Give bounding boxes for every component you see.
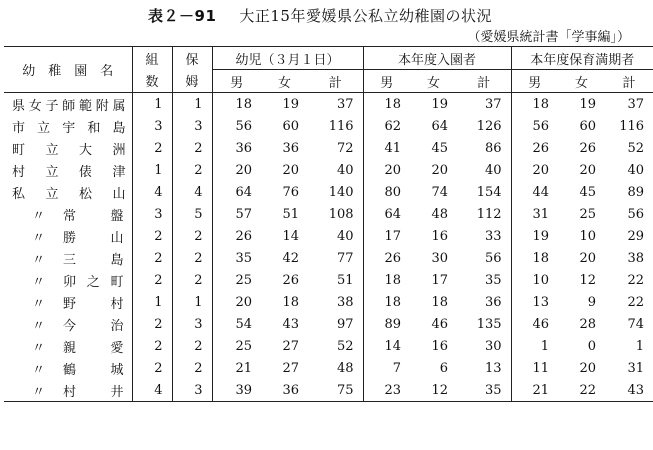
header-group-graduates: 本年度保育満期者 [511,47,653,70]
entrants-female-cell: 12 [410,379,457,402]
kindergarten-name [4,335,132,357]
source-note: （愛媛県統計書「学事編」） [467,30,630,45]
children-male-cell: 20 [212,291,261,313]
kindergarten-name [4,203,132,225]
children-female-cell: 60 [282,118,299,134]
graduates-male-cell: 56 [511,115,558,137]
children-total-cell: 52 [336,338,354,354]
ditto-mark: 〃 [32,318,46,334]
entrants-total-cell: 86 [485,140,502,156]
header-female: 女 [261,70,308,93]
entrants-male-cell: 23 [363,379,410,402]
graduates-total-cell: 31 [627,360,645,376]
header-female: 女 [410,70,457,93]
kindergarten-name [4,225,132,247]
kindergarten-name [4,357,132,379]
entrants-female-cell: 16 [431,338,449,354]
children-total-cell: 51 [336,272,354,288]
classes-cell: 1 [132,159,172,181]
classes-cell: 2 [132,269,172,291]
children-male-cell: 26 [212,225,261,247]
teachers-cell: 2 [172,247,212,269]
kindergarten-name-text: 勝 山 [63,230,124,246]
classes-cell: 4 [132,181,172,203]
graduates-total-cell: 89 [627,184,645,200]
children-female-cell: 76 [282,184,299,200]
header-male: 男 [212,70,261,93]
teachers-cell: 2 [172,269,212,291]
graduates-male-cell: 11 [511,357,558,379]
header-teachers-2: 姆 [172,70,212,93]
kindergarten-name-text: 野 村 [63,296,124,312]
kindergarten-name [4,247,132,269]
entrants-female-cell: 6 [439,360,449,376]
table-row [4,247,653,269]
children-female-cell: 14 [282,228,299,244]
graduates-female-cell: 20 [579,360,597,376]
teachers-cell: 1 [172,291,212,313]
table-row [4,291,653,313]
table-row [4,313,653,335]
entrants-male-cell: 64 [363,203,410,225]
children-male-cell: 57 [212,203,261,225]
graduates-total-cell: 38 [627,250,645,266]
ditto-mark: 〃 [32,274,46,290]
graduates-male-cell: 18 [511,247,558,269]
graduates-female-cell: 25 [579,206,597,222]
kindergarten-name [4,291,132,313]
entrants-total-cell: 30 [485,338,502,354]
graduates-total-cell: 56 [627,206,645,222]
header-female: 女 [558,70,605,93]
classes-cell: 3 [132,203,172,225]
graduates-total-cell: 116 [619,118,645,134]
entrants-female-cell: 30 [431,250,449,266]
entrants-female-cell: 18 [431,294,449,310]
children-female-cell: 27 [282,338,299,354]
children-total-cell: 72 [336,140,354,156]
kindergarten-name [4,159,132,181]
table-row [4,225,653,247]
header-total: 計 [308,70,363,93]
children-male-cell: 21 [212,357,261,379]
header-classes-1: 組 [132,47,172,70]
graduates-male-cell: 19 [511,225,558,247]
table-row [4,379,653,402]
ditto-mark: 〃 [32,340,46,356]
kindergarten-name [4,379,132,402]
classes-cell: 1 [132,93,172,116]
table-row [4,269,653,291]
entrants-female-cell: 17 [431,272,449,288]
children-female-cell: 51 [282,206,299,222]
children-total-cell: 75 [308,379,363,402]
entrants-female-cell: 46 [431,316,449,332]
graduates-female-cell: 10 [579,228,597,244]
graduates-male-cell: 13 [511,291,558,313]
page-title [0,5,640,26]
kindergarten-name [4,93,132,116]
graduates-total-cell: 40 [627,162,645,178]
graduates-male-cell: 18 [511,93,558,116]
graduates-female-cell: 20 [579,162,597,178]
header-male: 男 [511,70,558,93]
entrants-female-cell: 16 [431,228,449,244]
kindergarten-name-text: 三 島 [63,252,124,268]
kindergarten-name-text: 親 愛 [63,340,124,356]
entrants-total-cell: 33 [485,228,502,244]
graduates-female-cell: 45 [579,184,597,200]
teachers-cell: 3 [172,313,212,335]
children-male-cell: 39 [212,379,261,402]
kindergarten-name-text: 市立宇和島 [12,120,126,136]
table-row [4,335,653,357]
header-group-entrants: 本年度入園者 [363,47,511,70]
teachers-cell: 2 [172,159,212,181]
kindergarten-name-text: 町立大洲 [12,142,126,158]
entrants-total-cell: 36 [485,294,502,310]
kindergarten-name [4,313,132,335]
teachers-cell: 3 [172,379,212,402]
entrants-total-cell: 126 [476,118,502,134]
entrants-total-cell: 37 [485,96,502,112]
kindergarten-name-text: 村 井 [63,384,124,400]
entrants-female-cell: 19 [431,96,449,112]
header-total: 計 [457,70,511,93]
classes-cell: 2 [132,247,172,269]
teachers-cell: 2 [172,137,212,159]
classes-cell: 2 [132,137,172,159]
entrants-total-cell: 13 [485,360,502,376]
kindergarten-name-text: 今 治 [63,318,124,334]
graduates-female-cell: 19 [579,96,597,112]
graduates-total-cell: 1 [635,338,645,354]
children-male-cell: 20 [212,159,261,181]
entrants-male-cell: 62 [363,115,410,137]
graduates-male-cell: 46 [511,313,558,335]
children-total-cell: 40 [336,228,354,244]
classes-cell: 2 [132,225,172,247]
children-male-cell: 25 [212,335,261,357]
entrants-total-cell: 40 [485,162,502,178]
children-total-cell: 140 [328,184,354,200]
kindergarten-name [4,137,132,159]
entrants-total-cell: 135 [476,316,502,332]
entrants-male-cell: 17 [363,225,410,247]
classes-cell: 2 [132,335,172,357]
ditto-mark: 〃 [32,362,46,378]
classes-cell: 2 [132,357,172,379]
table-row [4,159,653,181]
teachers-cell: 4 [172,181,212,203]
entrants-male-cell: 14 [363,335,410,357]
children-total-cell: 97 [336,316,354,332]
entrants-female-cell: 20 [431,162,449,178]
entrants-male-cell: 80 [363,181,410,203]
table-row [4,181,653,203]
kindergarten-name-text: 県女子師範附属 [12,98,126,114]
graduates-male-cell: 1 [511,335,558,357]
entrants-male-cell: 18 [363,93,410,116]
children-female-cell: 36 [282,140,299,156]
children-female-cell: 36 [261,379,308,402]
ditto-mark: 〃 [32,296,46,312]
entrants-female-cell: 48 [431,206,449,222]
table-row [4,357,653,379]
classes-cell: 1 [132,291,172,313]
teachers-cell: 2 [172,357,212,379]
entrants-male-cell: 89 [363,313,410,335]
graduates-male-cell: 44 [511,181,558,203]
children-female-cell: 43 [282,316,299,332]
graduates-total-cell: 43 [605,379,653,402]
kindergarten-name [4,115,132,137]
table-row [4,137,653,159]
table-body [4,47,653,402]
header-name: 幼 稚 園 名 [4,47,132,93]
teachers-cell: 5 [172,203,212,225]
header-teachers-1: 保 [172,47,212,70]
graduates-female-cell: 0 [587,338,597,354]
children-female-cell: 20 [282,162,299,178]
children-total-cell: 48 [336,360,354,376]
entrants-male-cell: 26 [363,247,410,269]
ditto-mark: 〃 [32,384,46,400]
kindergarten-table [4,46,653,402]
kindergarten-name-text: 卯 之 町 [63,274,124,290]
entrants-male-cell: 41 [363,137,410,159]
table-row [4,93,653,116]
children-male-cell: 56 [212,115,261,137]
children-total-cell: 108 [328,206,354,222]
entrants-female-cell: 64 [431,118,449,134]
entrants-total-cell: 56 [485,250,502,266]
header-group-children: 幼児（３月１日） [212,47,363,70]
graduates-female-cell: 60 [579,118,597,134]
teachers-cell: 3 [172,115,212,137]
classes-cell: 2 [132,313,172,335]
entrants-total-cell: 35 [457,379,511,402]
table-row [4,115,653,137]
ditto-mark: 〃 [32,252,46,268]
graduates-male-cell: 10 [511,269,558,291]
teachers-cell: 2 [172,225,212,247]
children-female-cell: 19 [282,96,299,112]
graduates-male-cell: 20 [511,159,558,181]
graduates-total-cell: 37 [627,96,645,112]
entrants-male-cell: 18 [363,291,410,313]
graduates-female-cell: 22 [558,379,605,402]
children-male-cell: 64 [212,181,261,203]
children-female-cell: 42 [282,250,299,266]
entrants-male-cell: 7 [363,357,410,379]
children-total-cell: 38 [336,294,354,310]
entrants-female-cell: 74 [431,184,449,200]
children-male-cell: 36 [212,137,261,159]
children-female-cell: 18 [282,294,299,310]
classes-cell: 4 [132,379,172,402]
teachers-cell: 1 [172,93,212,116]
table-title: 大正15年愛媛県公私立幼稚園の状況 [239,7,492,25]
ditto-mark: 〃 [32,208,46,224]
graduates-male-cell: 31 [511,203,558,225]
children-male-cell: 35 [212,247,261,269]
graduates-female-cell: 26 [579,140,597,156]
entrants-total-cell: 35 [485,272,502,288]
graduates-female-cell: 12 [579,272,597,288]
header-classes-2: 数 [132,70,172,93]
children-male-cell: 25 [212,269,261,291]
kindergarten-name-text: 私立松山 [12,186,126,202]
graduates-total-cell: 52 [627,140,645,156]
graduates-male-cell: 21 [511,379,558,402]
graduates-total-cell: 29 [627,228,645,244]
header-male: 男 [363,70,410,93]
children-female-cell: 26 [282,272,299,288]
kindergarten-name [4,269,132,291]
graduates-female-cell: 28 [579,316,597,332]
children-total-cell: 116 [328,118,354,134]
kindergarten-name-text: 鶴 城 [63,362,124,378]
graduates-male-cell: 26 [511,137,558,159]
children-female-cell: 27 [282,360,299,376]
children-male-cell: 54 [212,313,261,335]
entrants-total-cell: 154 [476,184,502,200]
table-number: 表２－91 [148,7,217,25]
children-male-cell: 18 [212,93,261,116]
graduates-female-cell: 20 [579,250,597,266]
entrants-female-cell: 45 [431,140,449,156]
kindergarten-name [4,181,132,203]
classes-cell: 3 [132,115,172,137]
kindergarten-name-text: 村立俵津 [12,164,126,180]
entrants-male-cell: 18 [363,269,410,291]
graduates-total-cell: 22 [627,272,645,288]
children-total-cell: 37 [336,96,354,112]
teachers-cell: 2 [172,335,212,357]
entrants-male-cell: 20 [363,159,410,181]
entrants-total-cell: 112 [476,206,502,222]
table-row [4,203,653,225]
graduates-female-cell: 9 [587,294,597,310]
children-total-cell: 40 [336,162,354,178]
kindergarten-name-text: 常 盤 [63,208,124,224]
children-total-cell: 77 [336,250,354,266]
ditto-mark: 〃 [32,230,46,246]
header-total: 計 [605,70,653,93]
graduates-total-cell: 74 [627,316,645,332]
graduates-total-cell: 22 [627,294,645,310]
